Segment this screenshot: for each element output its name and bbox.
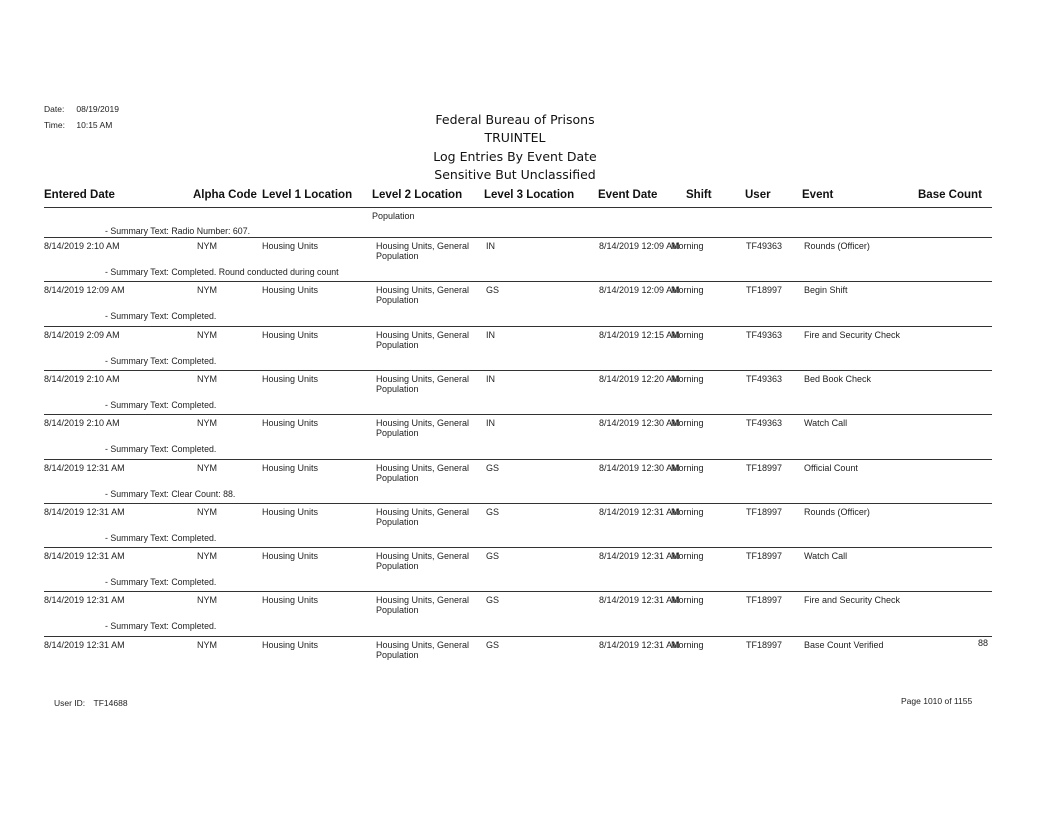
cell-level1-location: Housing Units [262, 241, 319, 251]
row-divider [44, 547, 992, 548]
cell-alpha-code: NYM [197, 507, 217, 517]
cell-user: TF18997 [746, 507, 783, 517]
cell-level1-location: Housing Units [262, 507, 319, 517]
cell-level2-location: Housing Units, General Population [376, 463, 470, 483]
cell-entered-date: 8/14/2019 2:09 AM [44, 330, 120, 340]
cell-event: Rounds (Officer) [804, 241, 870, 251]
cell-event: Official Count [804, 463, 858, 473]
cell-user: TF18997 [746, 595, 783, 605]
cell-level3-location: GS [486, 595, 500, 605]
row-summary-text: - Summary Text: Completed. [105, 621, 217, 631]
report-date [44, 104, 119, 114]
report-title-agency: Federal Bureau of Prisons [435, 112, 595, 127]
cell-entered-date: 8/14/2019 12:31 AM [44, 551, 125, 561]
cell-shift: Morning [671, 418, 704, 428]
cell-level1-location: Housing Units [262, 374, 319, 384]
cell-alpha-code: NYM [197, 418, 217, 428]
cell-event: Bed Book Check [804, 374, 872, 384]
col-header-shift: Shift [686, 189, 712, 201]
cell-event-date: 8/14/2019 12:31 AM [599, 507, 680, 517]
report-title-system: TRUINTEL [484, 130, 546, 145]
row-summary-text: - Summary Text: Completed. [105, 533, 217, 543]
row-divider [44, 591, 992, 592]
cell-level3-location: IN [486, 330, 495, 340]
col-header-user: User [745, 189, 771, 201]
cell-shift: Morning [671, 374, 704, 384]
time-value: 10:15 AM [76, 120, 113, 130]
cell-event-date: 8/14/2019 12:20 AM [599, 374, 680, 384]
cell-entered-date: 8/14/2019 2:10 AM [44, 241, 120, 251]
cell-entered-date: 8/14/2019 12:31 AM [44, 640, 125, 650]
report-time [44, 120, 112, 130]
cell-level3-location: GS [486, 640, 500, 650]
cell-user: TF18997 [746, 551, 783, 561]
row-divider [44, 326, 992, 327]
cell-event-date: 8/14/2019 12:30 AM [599, 463, 680, 473]
cell-level1-location: Housing Units [262, 595, 319, 605]
cell-entered-date: 8/14/2019 2:10 AM [44, 418, 120, 428]
cell-level2-location: Housing Units, General Population [376, 418, 470, 438]
cell-user: TF18997 [746, 285, 783, 295]
date-label: Date: [44, 104, 65, 114]
cell-level2-location: Housing Units, General Population [376, 595, 470, 615]
col-header-event: Event [802, 189, 834, 201]
cell-event-date: 8/14/2019 12:30 AM [599, 418, 680, 428]
header-divider [44, 207, 992, 208]
row-summary-text: - Summary Text: Completed. [105, 356, 217, 366]
footer-user-value: TF14688 [93, 698, 128, 708]
row-divider [44, 281, 992, 282]
cell-shift: Morning [671, 330, 704, 340]
cell-event-date: 8/14/2019 12:31 AM [599, 551, 680, 561]
cell-level1-location: Housing Units [262, 285, 319, 295]
cell-event: Base Count Verified [804, 640, 884, 650]
cell-shift: Morning [671, 463, 704, 473]
cell-entered-date: 8/14/2019 12:31 AM [44, 507, 125, 517]
cell-level3-location: IN [486, 374, 495, 384]
cell-shift: Morning [671, 285, 704, 295]
cell-level3-location: IN [486, 418, 495, 428]
cell-level1-location: Housing Units [262, 640, 319, 650]
cell-alpha-code: NYM [197, 595, 217, 605]
col-header-base-count: Base Count [918, 189, 982, 201]
cell-level3-location: IN [486, 241, 495, 251]
row-summary-text: - Summary Text: Completed. [105, 577, 217, 587]
report-title-name: Log Entries By Event Date [433, 149, 597, 164]
cell-level3-location: GS [486, 463, 500, 473]
cell-event: Fire and Security Check [804, 595, 901, 605]
row-divider [44, 414, 992, 415]
cell-shift: Morning [671, 241, 704, 251]
cell-alpha-code: NYM [197, 330, 217, 340]
footer-user-label: User ID: [54, 698, 86, 708]
cell-event-date: 8/14/2019 12:31 AM [599, 595, 680, 605]
cell-event-date: 8/14/2019 12:31 AM [599, 640, 680, 650]
cell-shift: Morning [671, 595, 704, 605]
carryover-level2-tail: Population [372, 211, 415, 221]
cell-shift: Morning [671, 507, 704, 517]
cell-level1-location: Housing Units [262, 463, 319, 473]
cell-event-date: 8/14/2019 12:15 AM [599, 330, 680, 340]
row-divider [44, 370, 992, 371]
row-divider [44, 503, 992, 504]
col-header-event-date: Event Date [598, 189, 658, 201]
cell-alpha-code: NYM [197, 551, 217, 561]
cell-entered-date: 8/14/2019 12:09 AM [44, 285, 125, 295]
row-summary-text: - Summary Text: Completed. Round conducted during count [105, 267, 339, 277]
cell-level2-location: Housing Units, General Population [376, 551, 470, 571]
cell-level2-location: Housing Units, General Population [376, 285, 470, 305]
cell-user: TF49363 [746, 374, 783, 384]
cell-user: TF18997 [746, 463, 783, 473]
cell-entered-date: 8/14/2019 2:10 AM [44, 374, 120, 384]
cell-entered-date: 8/14/2019 12:31 AM [44, 595, 125, 605]
cell-user: TF49363 [746, 418, 783, 428]
cell-event: Begin Shift [804, 285, 848, 295]
cell-alpha-code: NYM [197, 640, 217, 650]
carryover-summary: - Summary Text: Radio Number: 607. [105, 226, 251, 236]
cell-event-date: 8/14/2019 12:09 AM [599, 285, 680, 295]
cell-alpha-code: NYM [197, 463, 217, 473]
row-divider [44, 237, 992, 238]
cell-user: TF49363 [746, 330, 783, 340]
cell-level3-location: GS [486, 551, 500, 561]
row-summary-text: - Summary Text: Completed. [105, 444, 217, 454]
row-summary-text: - Summary Text: Clear Count: 88. [105, 489, 236, 499]
row-divider [44, 459, 992, 460]
cell-level3-location: GS [486, 507, 500, 517]
cell-level2-location: Housing Units, General Population [376, 507, 470, 527]
time-label: Time: [44, 120, 65, 130]
cell-level1-location: Housing Units [262, 551, 319, 561]
cell-event: Watch Call [804, 418, 848, 428]
footer-user [54, 698, 128, 708]
cell-event-date: 8/14/2019 12:09 AM [599, 241, 680, 251]
cell-level3-location: GS [486, 285, 500, 295]
row-divider [44, 636, 992, 637]
cell-event: Watch Call [804, 551, 848, 561]
cell-shift: Morning [671, 551, 704, 561]
cell-alpha-code: NYM [197, 285, 217, 295]
cell-level2-location: Housing Units, General Population [376, 330, 470, 350]
col-header-alpha-code: Alpha Code [193, 189, 257, 201]
col-header-level3: Level 3 Location [484, 189, 575, 201]
col-header-level2: Level 2 Location [372, 189, 463, 201]
col-header-entered-date: Entered Date [44, 189, 115, 201]
cell-alpha-code: NYM [197, 374, 217, 384]
cell-base-count: 88 [977, 638, 988, 648]
report-title-classification: Sensitive But Unclassified [434, 167, 596, 182]
cell-entered-date: 8/14/2019 12:31 AM [44, 463, 125, 473]
cell-level2-location: Housing Units, General Population [376, 241, 470, 261]
cell-level1-location: Housing Units [262, 330, 319, 340]
cell-level1-location: Housing Units [262, 418, 319, 428]
cell-shift: Morning [671, 640, 704, 650]
cell-level2-location: Housing Units, General Population [376, 640, 470, 660]
cell-event: Rounds (Officer) [804, 507, 870, 517]
cell-event: Fire and Security Check [804, 330, 901, 340]
row-summary-text: - Summary Text: Completed. [105, 400, 217, 410]
date-value: 08/19/2019 [76, 104, 119, 114]
footer-page-number: Page 1010 of 1155 [901, 696, 973, 706]
cell-alpha-code: NYM [197, 241, 217, 251]
cell-user: TF18997 [746, 640, 783, 650]
row-summary-text: - Summary Text: Completed. [105, 311, 217, 321]
cell-level2-location: Housing Units, General Population [376, 374, 470, 394]
cell-user: TF49363 [746, 241, 783, 251]
col-header-level1: Level 1 Location [262, 189, 353, 201]
